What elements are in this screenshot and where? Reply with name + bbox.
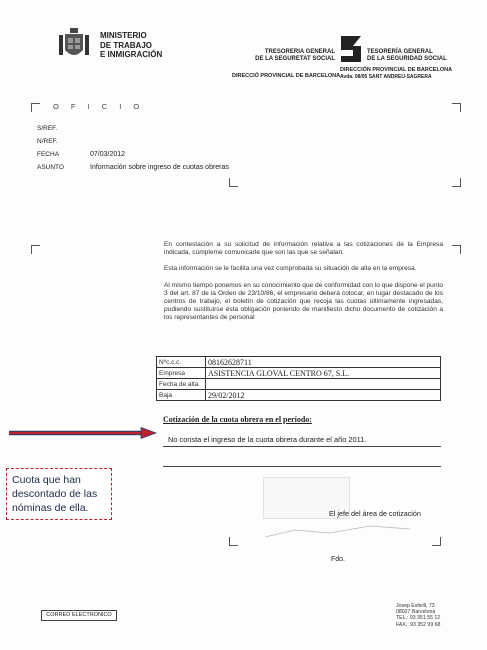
table-row — [157, 368, 441, 379]
direction-spanish: DIRECCIÓN PROVINCIAL DE BARCELONA — [340, 67, 453, 73]
table-label: Fecha de alta — [157, 379, 206, 390]
field-label: FECHA — [37, 151, 60, 158]
tgss-catalan-name: TRESORERIA GENERAL DE LA SEGURETAT SOCIAL — [255, 49, 335, 62]
oficio-title: O F I C I O — [53, 102, 145, 111]
footer-address: Josep Estivill, 73 08027 Barcelona TEL.: 93 351 55 12 FAX.: 93 352 99 68 — [396, 603, 441, 628]
frame-corner — [452, 103, 461, 112]
rule-line — [163, 446, 441, 447]
body-paragraph: En contestación a su solicitud de información relativa a las cotizaciones de la Empresa indicada, cúmpleme comunicarle que son las que se señalan. — [164, 241, 443, 257]
frame-corner — [229, 178, 238, 187]
arrow-annotation-icon — [8, 426, 158, 440]
table-label: Empresa — [157, 368, 206, 379]
frame-corner — [31, 103, 40, 112]
frame-corner — [31, 245, 40, 254]
correo-electronico-label: CORREO ELECTRONICO — [46, 612, 112, 618]
annotation-text: descontado de las — [12, 488, 98, 500]
annotation-box — [6, 468, 112, 520]
frame-corner — [229, 537, 238, 546]
tgss-logo-icon — [339, 34, 363, 64]
table-label: Nºc.c.c. — [157, 357, 206, 368]
frame-corner — [452, 178, 461, 187]
header-address: Avda. 08/05 SANT ANDREU-SAGRERA — [340, 74, 432, 80]
table-label: Baja — [157, 390, 206, 401]
cotizacion-line: No consta el ingreso de la cuota obrera durante el año 2011. — [168, 435, 367, 444]
rule-line — [163, 466, 441, 467]
table-row — [157, 390, 441, 401]
coat-of-arms-icon — [56, 26, 92, 62]
field-value: Información sobre ingreso de cuotas obreras — [90, 164, 229, 171]
field-value: 07/03/2012 — [90, 151, 126, 158]
body-paragraphs — [164, 241, 443, 323]
field-label: S/REF. — [37, 125, 58, 132]
field-label: ASUNTO — [37, 164, 64, 171]
tgss-spanish-name: TESORERÍA GENERAL DE LA SEGURIDAD SOCIAL — [367, 49, 447, 62]
annotation-text: Cuota que han — [12, 474, 81, 486]
frame-corner — [452, 245, 461, 254]
body-paragraph: Esta información se le facilita una vez comprobada su situación de alta en la empresa. — [164, 265, 417, 273]
table-row — [157, 379, 441, 390]
body-paragraph: Al mismo tiempo ponemos en su conocimiento que de conformidad con lo que dispone el punto 3 del art. 87 de la Orden de 23/10/86, el empresario deberá colocar, en lugar destacado de los centros de trabajo, el boletín de cotización que recoja las cuotas últimamente ingresadas, pudiendo sustituirse ésta obligación poniendo de manifiesto dicho documento de cotización a los representantes de personal — [164, 281, 443, 322]
signature-line — [260, 520, 420, 540]
signature-title: El jefe del área de cotización — [329, 509, 421, 518]
ministry-name: MINISTERIO DE TRABAJO E INMIGRACIÓN — [100, 31, 163, 59]
direction-catalan: DIRECCIÓ PROVINCIAL DE BARCELONA — [232, 73, 341, 79]
oficio-fields — [37, 125, 297, 177]
company-table — [156, 356, 441, 401]
table-value: 29/02/2012 — [206, 390, 441, 401]
cotizacion-heading: Cotización de la cuota obrera en el período: — [163, 415, 312, 424]
annotation-text: nóminas de ella. — [12, 502, 89, 514]
table-row — [157, 357, 441, 368]
correo-electronico-box — [41, 610, 117, 621]
fdo-label: Fdo. — [331, 556, 346, 563]
field-label: N/REF. — [37, 138, 58, 145]
table-value: ASISTENCIA GLOVAL CENTRO 67, S.L. — [206, 368, 441, 379]
table-value: 08162628711 — [206, 357, 441, 368]
frame-corner — [432, 537, 441, 546]
table-value — [206, 379, 441, 390]
